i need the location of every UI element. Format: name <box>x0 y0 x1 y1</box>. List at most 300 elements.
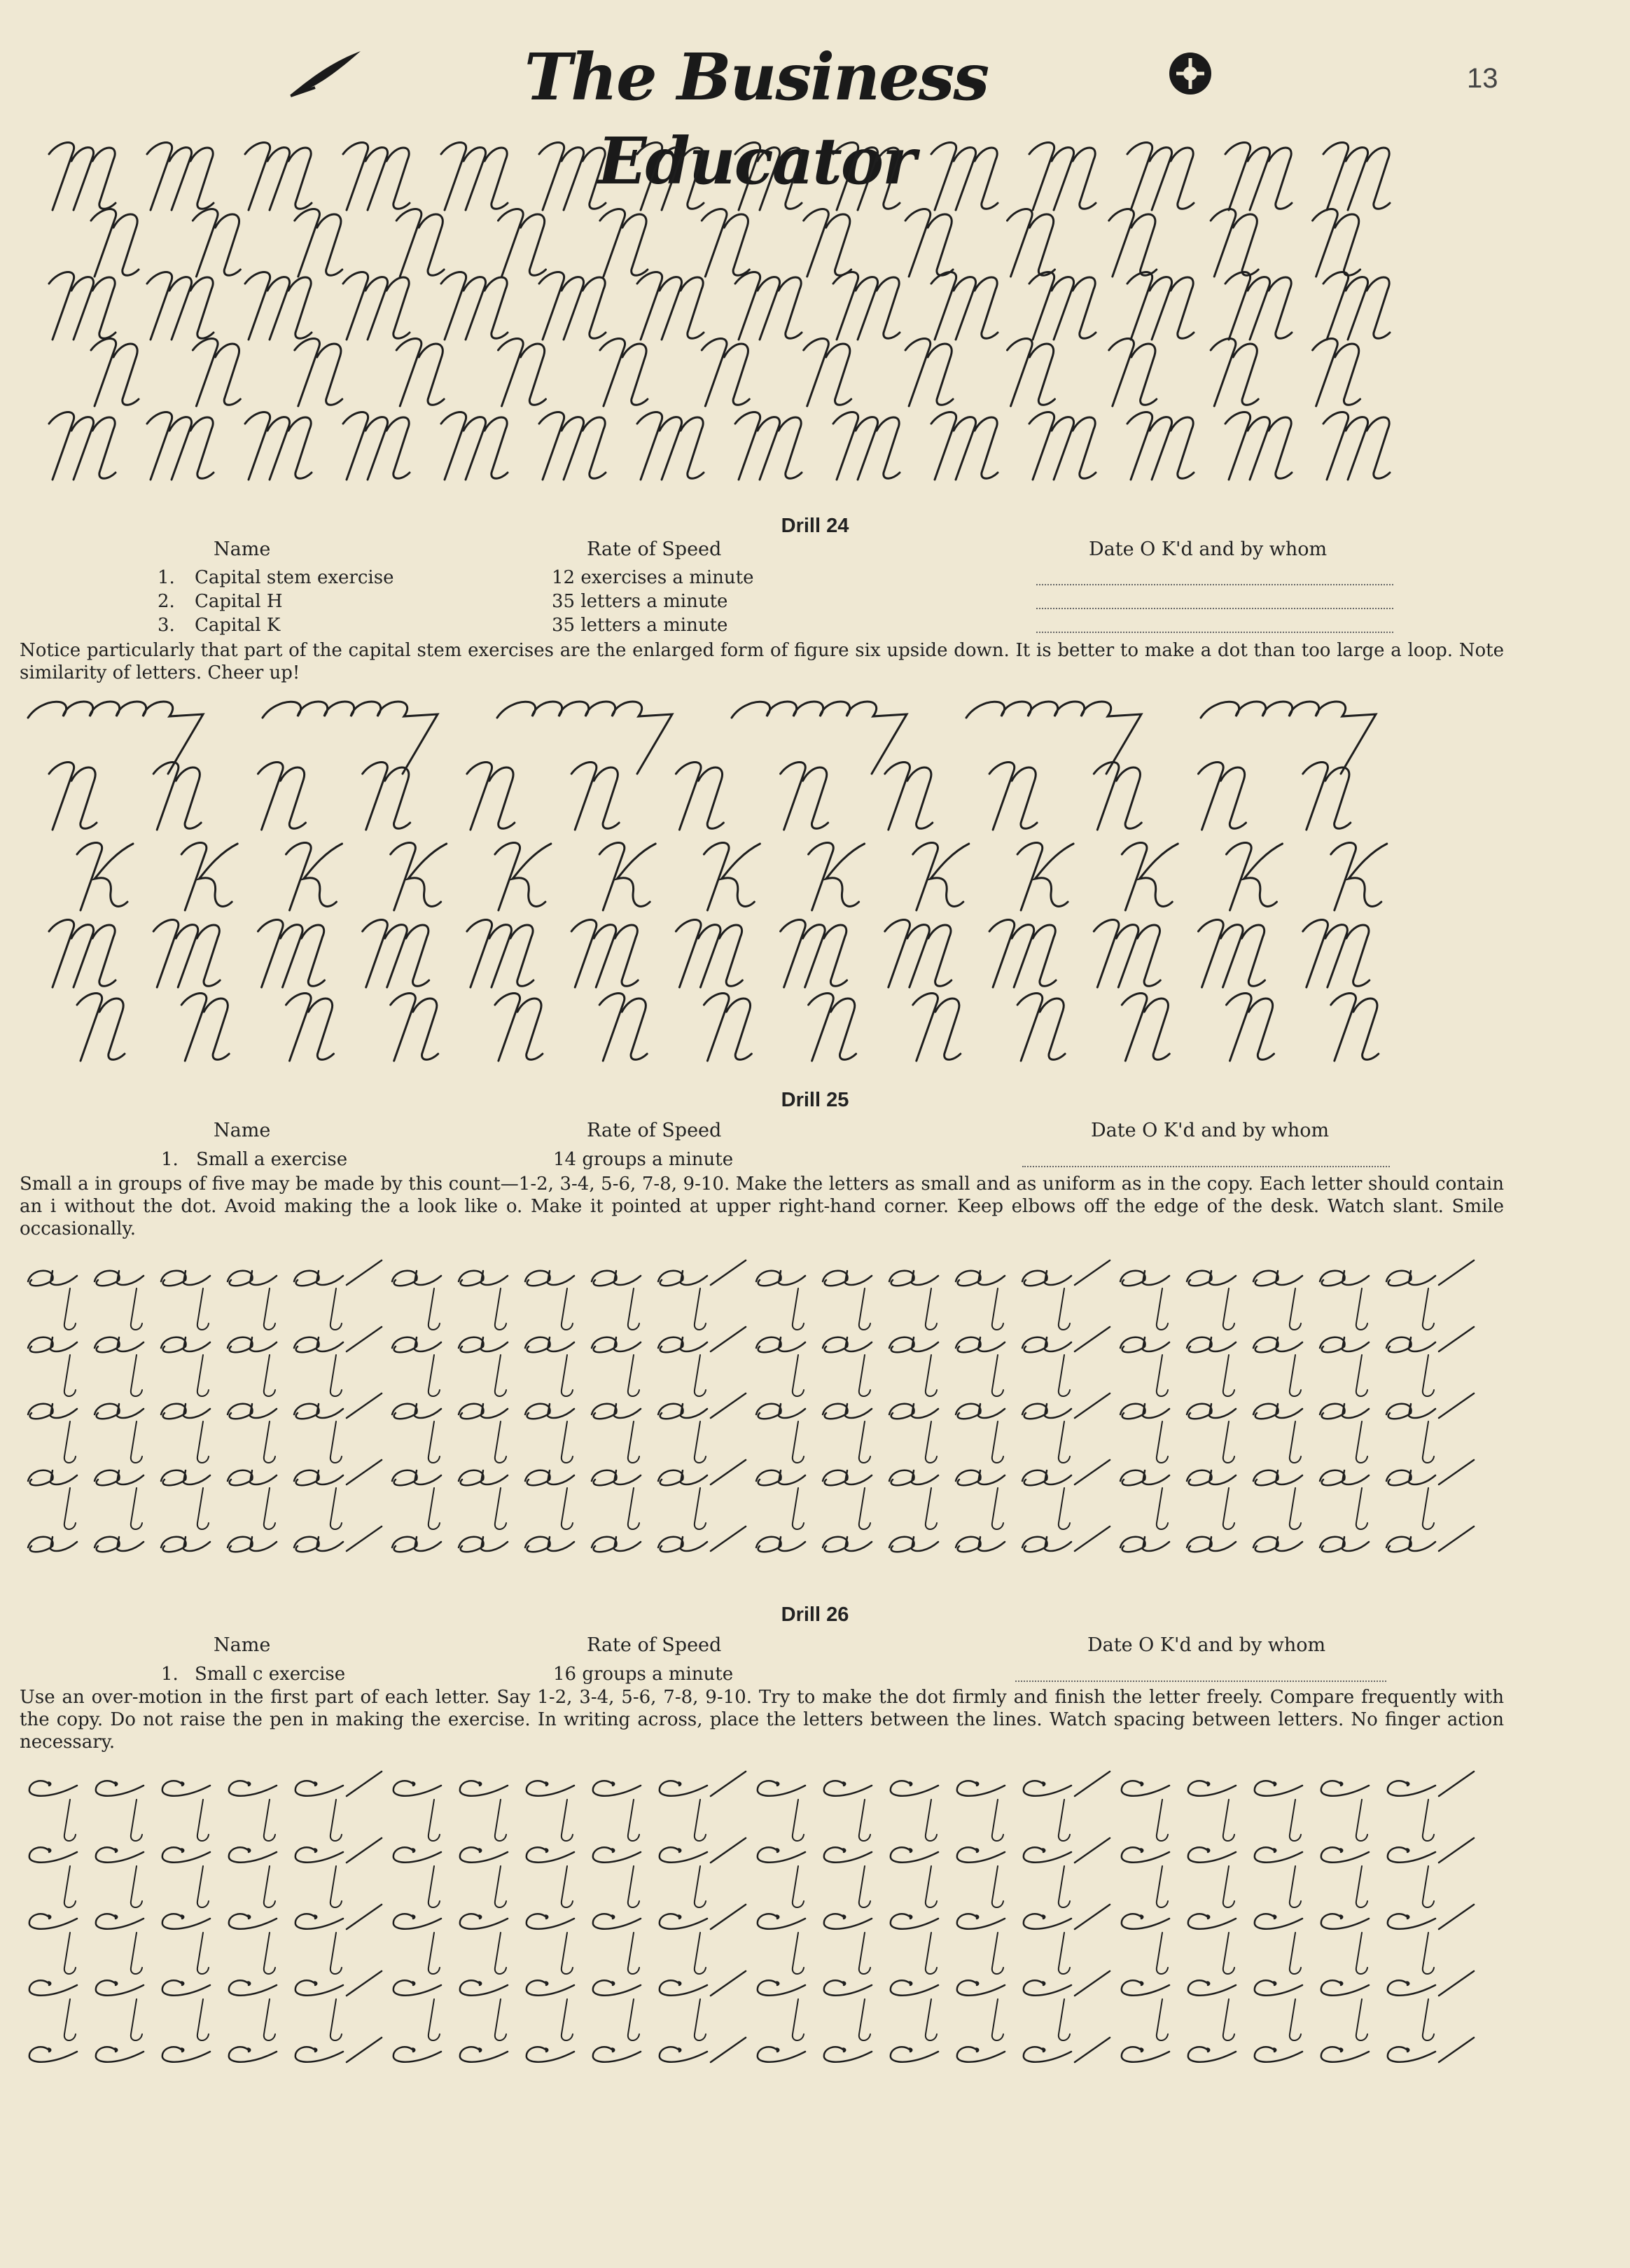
stem-exercise-swirl <box>732 702 907 774</box>
downstroke-loop <box>793 1421 804 1463</box>
downstroke-loop <box>562 1800 573 1841</box>
downstroke-loop <box>695 1866 706 1907</box>
downstroke-loop <box>562 1933 573 1974</box>
downstroke-loop <box>1290 1421 1301 1463</box>
drill-title: Drill 26 <box>781 1603 849 1626</box>
capital-n-letter <box>193 339 240 406</box>
capital-m-letter <box>467 920 534 987</box>
downstroke-loop <box>628 1355 639 1396</box>
capital-m-letter <box>245 412 312 480</box>
small-c-row <box>758 2038 1110 2062</box>
downstroke-loop <box>992 1800 1003 1841</box>
capital-m-letter <box>1029 143 1096 210</box>
downstroke-loop <box>131 1488 142 1529</box>
downstroke-loop <box>992 1488 1003 1529</box>
column-name: Name <box>214 1120 271 1141</box>
drill-25 <box>0 1089 1630 1250</box>
capital-m-letter <box>735 412 802 480</box>
capital-m-letter <box>258 920 325 987</box>
capital-m-letter <box>1127 272 1194 340</box>
downstroke-loop <box>429 1421 440 1463</box>
capital-n-letter <box>1122 994 1169 1061</box>
downstroke-loop <box>1290 1933 1301 1974</box>
capital-n-letter <box>600 209 648 277</box>
capital-m-letter <box>637 272 704 340</box>
drill-note: Small a in groups of five may be made by this count—1-2, 3-4, 5-6, 7-8, 9-10. Make the letters as small and as uniform as in the copy. Each letter should contain an i without the dot. Avoid making the a look like o. Make it pointed at upper right-hand corner. Keep elbows off the edge of the desk. Watch slant. Smile occasionally. <box>20 1174 1504 1239</box>
capital-n-letter <box>467 763 515 830</box>
downstroke-loop <box>992 1933 1003 1974</box>
capital-n-letter <box>396 339 444 406</box>
downstroke-loop <box>330 1933 342 1974</box>
downstroke-loop <box>1356 1999 1367 2040</box>
downstroke-loop <box>1059 1355 1070 1396</box>
small-a-specimen <box>0 1253 1630 1582</box>
downstroke-loop <box>1423 1999 1434 2040</box>
capital-n-letter <box>1313 339 1360 406</box>
capital-m-letter <box>571 920 638 987</box>
capital-k-letter <box>181 843 237 910</box>
exercise-row <box>0 615 1630 639</box>
exercise-number: 1. <box>161 1664 179 1685</box>
downstroke-loop <box>131 1999 142 2040</box>
downstroke-loop <box>1223 1933 1234 1974</box>
capital-n-letter <box>77 994 125 1061</box>
capital-n-letter <box>1008 339 1055 406</box>
downstroke-loop <box>793 1866 804 1907</box>
small-c-row <box>1122 1971 1474 1996</box>
capital-k-letter <box>913 843 969 910</box>
downstroke-loop <box>330 1421 342 1463</box>
capital-n-letter <box>905 209 953 277</box>
small-c-row <box>1122 1772 1474 1796</box>
capital-n-letter <box>1017 994 1065 1061</box>
capital-m-letter <box>343 412 410 480</box>
downstroke-loop <box>926 1866 937 1907</box>
capital-m-letter <box>1029 412 1096 480</box>
downstroke-loop <box>859 1288 870 1330</box>
capital-n-letter <box>153 763 201 830</box>
downstroke-loop <box>264 1933 275 1974</box>
capital-m-letter <box>1094 920 1160 987</box>
downstroke-loop <box>628 1288 639 1330</box>
downstroke-loop <box>1290 1800 1301 1841</box>
capital-n-letter <box>1008 209 1055 277</box>
capital-k-letter <box>1331 843 1387 910</box>
capital-n-letter <box>676 763 723 830</box>
downstroke-loop <box>429 1999 440 2040</box>
capital-n-letter <box>1199 763 1246 830</box>
downstroke-loop <box>1423 1800 1434 1841</box>
column-name: Name <box>214 1634 271 1656</box>
capital-n-letter <box>258 763 306 830</box>
downstroke-loop <box>859 1421 870 1463</box>
capital-m-letter <box>931 412 998 480</box>
capital-k-letter <box>599 843 655 910</box>
small-c-row <box>29 1971 382 1996</box>
capital-m-letter <box>147 412 214 480</box>
signature-line[interactable] <box>1036 632 1393 633</box>
capital-k-letter <box>286 843 342 910</box>
exercise-rate: 35 letters a minute <box>552 591 728 612</box>
capital-k-letter <box>704 843 760 910</box>
capital-m-letter <box>833 412 900 480</box>
small-a-row <box>756 1460 1110 1485</box>
small-a-row <box>1120 1260 1474 1286</box>
signature-line[interactable] <box>1022 1166 1390 1167</box>
capital-n-letter <box>181 994 229 1061</box>
signature-line[interactable] <box>1015 1681 1386 1682</box>
downstroke-loop <box>1223 1421 1234 1463</box>
small-c-row <box>1122 1838 1474 1863</box>
capital-m-letter <box>1323 272 1390 340</box>
downstroke-loop <box>793 1800 804 1841</box>
downstroke-loop <box>1423 1355 1434 1396</box>
downstroke-loop <box>992 1288 1003 1330</box>
downstroke-loop <box>1290 1288 1301 1330</box>
capital-k-letter <box>809 843 865 910</box>
downstroke-loop <box>1423 1421 1434 1463</box>
downstroke-loop <box>429 1933 440 1974</box>
capital-hk-drawing <box>0 697 1630 1089</box>
small-c-row <box>393 1838 746 1863</box>
downstroke-loop <box>197 1866 209 1907</box>
exercise-row <box>0 1149 1630 1173</box>
downstroke-loop <box>197 1800 209 1841</box>
capital-m-letter <box>245 143 312 210</box>
capital-n-letter <box>1211 339 1258 406</box>
capital-m-letter <box>735 272 802 340</box>
downstroke-loop <box>628 1866 639 1907</box>
capital-n-letter <box>295 339 342 406</box>
drill-note: Notice particularly that part of the capital stem exercises are the enlarged form of figure six upside down. It is better to make a dot than too large a loop. Note similarity of letters. Cheer up! <box>20 640 1504 683</box>
exercise-name: Capital K <box>195 615 281 636</box>
downstroke-loop <box>1059 1488 1070 1529</box>
small-c-row <box>758 1971 1110 1996</box>
downstroke-loop <box>793 1933 804 1974</box>
small-c-row <box>393 1772 746 1796</box>
small-c-row <box>29 1772 382 1796</box>
small-a-row <box>392 1327 746 1352</box>
downstroke-loop <box>429 1488 440 1529</box>
capital-n-letter <box>1303 763 1351 830</box>
downstroke-loop <box>197 1421 209 1463</box>
downstroke-loop <box>793 1355 804 1396</box>
capital-m-letter <box>1127 143 1194 210</box>
downstroke-loop <box>1157 1355 1168 1396</box>
downstroke-loop <box>628 1421 639 1463</box>
downstroke-loop <box>1157 1933 1168 1974</box>
exercise-rate: 35 letters a minute <box>552 615 728 636</box>
downstroke-loop <box>793 1488 804 1529</box>
capital-m-letter <box>833 272 900 340</box>
masthead <box>0 14 1630 199</box>
downstroke-loop <box>1223 1866 1234 1907</box>
capital-m-letter <box>147 272 214 340</box>
small-c-row <box>758 1838 1110 1863</box>
exercise-name: Capital stem exercise <box>195 567 394 588</box>
downstroke-loop <box>495 1421 506 1463</box>
downstroke-loop <box>859 1933 870 1974</box>
capital-m-letter <box>49 412 116 480</box>
downstroke-loop <box>1290 1999 1301 2040</box>
small-c-row <box>758 1905 1110 1929</box>
downstroke-loop <box>131 1933 142 1974</box>
capital-k-letter <box>391 843 447 910</box>
capital-m-letter <box>441 272 508 340</box>
small-c-row <box>29 1838 382 1863</box>
capital-m-letter <box>245 272 312 340</box>
capital-n-letter <box>571 763 619 830</box>
downstroke-loop <box>1356 1866 1367 1907</box>
capital-n-letter <box>809 994 856 1061</box>
capital-m-letter <box>1199 920 1265 987</box>
downstroke-loop <box>926 1288 937 1330</box>
capital-n-letter <box>1313 209 1360 277</box>
capital-n-letter <box>885 763 933 830</box>
downstroke-loop <box>793 1288 804 1330</box>
downstroke-loop <box>264 1355 275 1396</box>
drill-26 <box>0 1603 1630 1765</box>
exercise-name: Small a exercise <box>196 1149 348 1170</box>
capital-n-letter <box>499 339 546 406</box>
small-a-row <box>392 1260 746 1286</box>
downstroke-loop <box>330 1800 342 1841</box>
capital-m-letter <box>153 920 220 987</box>
column-date: Date O K'd and by whom <box>1091 1120 1330 1141</box>
small-a-row <box>756 1260 1110 1286</box>
downstroke-loop <box>695 1800 706 1841</box>
capital-k-letter <box>1017 843 1073 910</box>
small-a-row <box>1120 1460 1474 1485</box>
downstroke-loop <box>1157 1999 1168 2040</box>
downstroke-loop <box>64 1488 76 1529</box>
capital-m-letter <box>441 143 508 210</box>
downstroke-loop <box>1290 1355 1301 1396</box>
downstroke-loop <box>1223 1999 1234 2040</box>
capital-m-letter <box>49 920 116 987</box>
downstroke-loop <box>131 1421 142 1463</box>
downstroke-loop <box>264 1999 275 2040</box>
downstroke-loop <box>197 1355 209 1396</box>
stem-exercise-swirl <box>263 702 438 774</box>
capital-n-letter <box>1094 763 1141 830</box>
small-c-row <box>29 2038 382 2062</box>
downstroke-loop <box>628 1488 639 1529</box>
downstroke-loop <box>562 1488 573 1529</box>
capital-m-letter <box>637 143 704 210</box>
downstroke-loop <box>926 1355 937 1396</box>
capital-stem-drawing <box>0 130 1630 508</box>
downstroke-loop <box>1059 1421 1070 1463</box>
downstroke-loop <box>429 1866 440 1907</box>
capital-m-letter <box>539 272 606 340</box>
capital-m-letter <box>735 143 802 210</box>
capital-k-letter <box>77 843 133 910</box>
downstroke-loop <box>992 1999 1003 2040</box>
small-a-row <box>756 1526 1110 1552</box>
capital-m-letter <box>637 412 704 480</box>
small-a-drawing <box>0 1253 1630 1582</box>
downstroke-loop <box>197 1933 209 1974</box>
capital-m-letter <box>676 920 742 987</box>
downstroke-loop <box>330 1288 342 1330</box>
capital-n-letter <box>49 763 97 830</box>
exercise-row <box>0 591 1630 615</box>
small-a-row <box>28 1526 382 1552</box>
downstroke-loop <box>562 1421 573 1463</box>
capital-n-letter <box>702 209 749 277</box>
downstroke-loop <box>1356 1800 1367 1841</box>
capital-m-letter <box>343 272 410 340</box>
small-a-row <box>392 1460 746 1485</box>
downstroke-loop <box>1059 1999 1070 2040</box>
capital-m-letter <box>1303 920 1370 987</box>
column-rate: Rate of Speed <box>587 1634 722 1656</box>
downstroke-loop <box>859 1355 870 1396</box>
drill-title: Drill 24 <box>781 515 849 537</box>
capital-k-letter <box>1122 843 1178 910</box>
capital-m-letter <box>931 272 998 340</box>
column-rate: Rate of Speed <box>587 1120 722 1141</box>
small-a-row <box>28 1260 382 1286</box>
capital-m-letter <box>1323 412 1390 480</box>
capital-n-letter <box>702 339 749 406</box>
small-a-row <box>392 1393 746 1419</box>
downstroke-loop <box>695 1288 706 1330</box>
downstroke-loop <box>1223 1800 1234 1841</box>
drill-title: Drill 25 <box>781 1089 849 1111</box>
downstroke-loop <box>495 1933 506 1974</box>
capital-n-letter <box>499 209 546 277</box>
page-number: 13 <box>1467 63 1498 94</box>
downstroke-loop <box>131 1800 142 1841</box>
downstroke-loop <box>64 1866 76 1907</box>
downstroke-loop <box>264 1288 275 1330</box>
capital-n-letter <box>391 994 438 1061</box>
downstroke-loop <box>64 1355 76 1396</box>
downstroke-loop <box>628 1800 639 1841</box>
drill-24 <box>0 515 1630 683</box>
capital-m-letter <box>931 143 998 210</box>
downstroke-loop <box>1356 1355 1367 1396</box>
downstroke-loop <box>695 1355 706 1396</box>
small-a-row <box>28 1327 382 1352</box>
downstroke-loop <box>926 1933 937 1974</box>
capital-n-letter <box>1211 209 1258 277</box>
downstroke-loop <box>1157 1421 1168 1463</box>
capital-m-letter <box>833 143 900 210</box>
capital-n-letter <box>91 209 139 277</box>
downstroke-loop <box>429 1355 440 1396</box>
small-c-row <box>1122 1905 1474 1929</box>
downstroke-loop <box>859 1999 870 2040</box>
downstroke-loop <box>495 1288 506 1330</box>
capital-m-letter <box>1225 143 1292 210</box>
capital-stem-specimen <box>0 130 1630 508</box>
downstroke-loop <box>859 1866 870 1907</box>
publication-title: The Business Educator <box>524 39 989 199</box>
downstroke-loop <box>992 1421 1003 1463</box>
capital-k-letter <box>495 843 551 910</box>
exercise-rate: 12 exercises a minute <box>552 567 754 588</box>
downstroke-loop <box>1223 1288 1234 1330</box>
exercise-number: 3. <box>158 615 175 636</box>
downstroke-loop <box>131 1288 142 1330</box>
downstroke-loop <box>1423 1866 1434 1907</box>
downstroke-loop <box>1290 1866 1301 1907</box>
capital-n-letter <box>495 994 543 1061</box>
capital-n-letter <box>295 209 342 277</box>
capital-m-letter <box>539 412 606 480</box>
downstroke-loop <box>1290 1488 1301 1529</box>
downstroke-loop <box>429 1800 440 1841</box>
downstroke-loop <box>197 1999 209 2040</box>
downstroke-loop <box>64 1800 76 1841</box>
capital-m-letter <box>49 272 116 340</box>
small-c-specimen <box>0 1765 1630 2115</box>
downstroke-loop <box>330 1488 342 1529</box>
downstroke-loop <box>495 1800 506 1841</box>
capital-n-letter <box>989 763 1037 830</box>
signature-line[interactable] <box>1036 608 1393 609</box>
downstroke-loop <box>628 1999 639 2040</box>
downstroke-loop <box>695 1933 706 1974</box>
column-date: Date O K'd and by whom <box>1087 1634 1326 1656</box>
small-c-drawing <box>0 1765 1630 2115</box>
downstroke-loop <box>1157 1288 1168 1330</box>
small-c-row <box>393 1905 746 1929</box>
capital-n-letter <box>396 209 444 277</box>
downstroke-loop <box>429 1288 440 1330</box>
downstroke-loop <box>131 1355 142 1396</box>
downstroke-loop <box>695 1421 706 1463</box>
capital-m-letter <box>1225 412 1292 480</box>
signature-line[interactable] <box>1036 584 1393 585</box>
exercise-number: 2. <box>158 591 175 612</box>
column-name: Name <box>214 538 271 560</box>
downstroke-loop <box>1356 1288 1367 1330</box>
capital-m-letter <box>781 920 847 987</box>
capital-m-letter <box>1029 272 1096 340</box>
small-a-row <box>1120 1526 1474 1552</box>
capital-k-letter <box>1227 843 1283 910</box>
downstroke-loop <box>695 1488 706 1529</box>
downstroke-loop <box>628 1933 639 1974</box>
exercise-rate: 14 groups a minute <box>553 1149 734 1170</box>
capital-m-letter <box>539 143 606 210</box>
exercise-row <box>0 567 1630 591</box>
downstroke-loop <box>197 1488 209 1529</box>
small-c-row <box>758 1772 1110 1796</box>
capital-n-letter <box>600 339 648 406</box>
capital-m-letter <box>147 143 214 210</box>
small-a-row <box>392 1526 746 1552</box>
small-a-row <box>1120 1393 1474 1419</box>
downstroke-loop <box>793 1999 804 2040</box>
capital-m-letter <box>343 143 410 210</box>
column-rate: Rate of Speed <box>587 538 722 560</box>
capital-m-letter <box>885 920 952 987</box>
downstroke-loop <box>131 1866 142 1907</box>
downstroke-loop <box>197 1288 209 1330</box>
capital-n-letter <box>599 994 647 1061</box>
downstroke-loop <box>562 1288 573 1330</box>
downstroke-loop <box>926 1488 937 1529</box>
small-a-row <box>28 1460 382 1485</box>
capital-hk-specimen <box>0 697 1630 1089</box>
capital-n-letter <box>781 763 828 830</box>
capital-n-letter <box>1331 994 1379 1061</box>
